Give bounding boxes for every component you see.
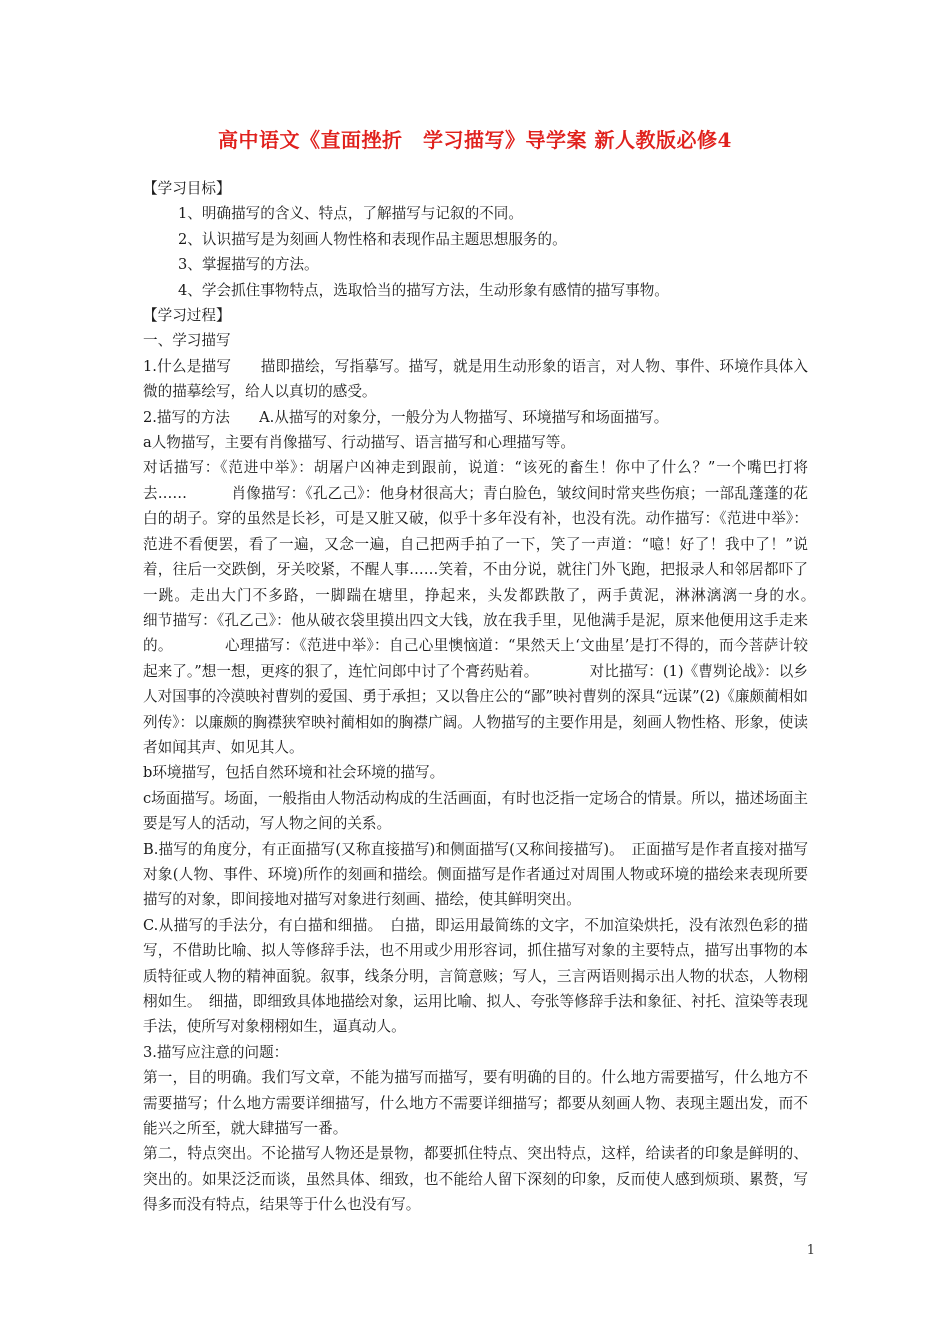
body-paragraph: 第二，特点突出。不论描写人物还是景物，都要抓住特点、突出特点，这样，给读者的印象是鲜明的、突出的。如果泛泛而谈，虽然具体、细致，也不能给人留下深刻的印象，反而使人感到烦琐、累赘，写得多而没有特点，结果等于什么也没有写。: [143, 1145, 808, 1214]
page-number: 1: [806, 1243, 815, 1258]
body-paragraph: 对话描写：《范进中举》：胡屠户凶神走到跟前，说道：“该死的畜生！你中了什么？”一个嘴巴打将去…… 肖像描写：《孔乙己》：他身材很高大；青白脸色，皱纹间时常夹些伤痕；一部乱蓬蓬的花白的胡子。穿的虽然是长衫，可是又脏又破，似乎十多年没有补，也没有洗。动作描写：《范进中举》：范进不看便罢，看了一遍，又念一遍，自己把两手拍了一下，笑了一声道：“噫！好了！我中了！”说着，往后一交跌倒，牙关咬紧，不醒人事……笑着，不由分说，就往门外飞跑，把报录人和邻居都吓了一跳。走出大门不多路，一脚踹在塘里，挣起来，头发都跌散了，两手黄泥，淋淋漓漓一身的水。 细节描写：《孔乙己》：他从破衣袋里摸出四文大钱，放在我手里，见他满手是泥，原来他便用这手走来的。 心理描写：《范进中举》：自己心里懊恼道：“果然天上‘文曲星’是打不得的，而今菩萨计较起来了。”想一想，更疼的狠了，连忙问郎中讨了个膏药贴着。 对比描写：(1)《曹刿论战》：以乡人对国事的冷漠映衬曹刿的爱国、勇于承担；又以鲁庄公的“鄙”映衬曹刿的深具“远谋”(2)《廉颇蔺相如列传》：以廉颇的胸襟狭窄映衬蔺相如的胸襟广阔。人物描写的主要作用是，刻画人物性格、形象，使读者如闻其声、如见其人。: [143, 459, 867, 756]
body-paragraph: 3.描写应注意的问题：: [143, 1043, 289, 1061]
section-heading-process: 【学习过程】: [143, 307, 231, 325]
goal-item: 3、掌握描写的方法。: [178, 256, 319, 274]
document-body: [143, 176, 867, 1218]
section-heading-goals: 【学习目标】: [143, 180, 231, 197]
body-paragraph: 第一，目的明确。我们写文章，不能为描写而描写，要有明确的目的。什么地方需要描写，什么地方不需要描写；什么地方需要详细描写，什么地方不需要详细描写；都要从刻画人物、表现主题出发，而不能兴之所至，就大肆描写一番。: [143, 1069, 808, 1138]
goal-item: 4、学会抓住事物特点，选取恰当的描写方法，生动形象有感情的描写事物。: [178, 281, 669, 299]
goal-item: 1、明确描写的含义、特点，了解描写与记叙的不同。: [178, 205, 523, 223]
body-paragraph: B.描写的角度分，有正面描写(又称直接描写)和侧面描写(又称间接描写)。 正面描写是作者直接对描写对象(人物、事件、环境)所作的刻画和描绘。侧面描写是作者通过对周围人物或环境的描绘来表现所要描写的对象，即间接地对描写对象进行刻画、描绘，使其鲜明突出。: [143, 840, 808, 909]
body-paragraph: C.从描写的手法分，有白描和细描。 白描，即运用最简练的文字，不加渲染烘托，没有浓烈色彩的描写，不借助比喻、拟人等修辞手法，也不用或少用形容词，抓住描写对象的主要特点，描写出事物的本质特征或人物的精神面貌。叙事，线条分明，言简意赅；写人，三言两语则揭示出人物的状态，人物栩栩如生。 细描，即细致具体地描绘对象，运用比喻、拟人、夸张等修辞手法和象征、衬托、渲染等表现手法，使所写对象栩栩如生，逼真动人。: [143, 916, 808, 1036]
body-paragraph: 1.什么是描写 描即描绘，写指摹写。描写，就是用生动形象的语言，对人物、事件、环境作具体入微的描摹绘写，给人以真切的感受。: [143, 357, 808, 401]
body-paragraph: a人物描写，主要有肖像描写、行动描写、语言描写和心理描写等。: [143, 434, 575, 452]
body-paragraph: c场面描写。场面，一般指由人物活动构成的生活画面，有时也泛指一定场合的情景。所以，描述场面主要是写人的活动，写人物之间的关系。: [143, 789, 808, 833]
document-title: 高中语文《直面挫折 学习描写》导学案 新人教版必修4: [218, 128, 732, 152]
goal-item: 2、认识描写是为刻画人物性格和表现作品主题思想服务的。: [178, 230, 567, 248]
body-paragraph: b环境描写，包括自然环境和社会环境的描写。: [143, 764, 445, 782]
subsection-heading: 一、学习描写: [143, 332, 231, 350]
body-paragraph: 2.描写的方法 A.从描写的对象分，一般分为人物描写、环境描写和场面描写。: [143, 408, 669, 426]
